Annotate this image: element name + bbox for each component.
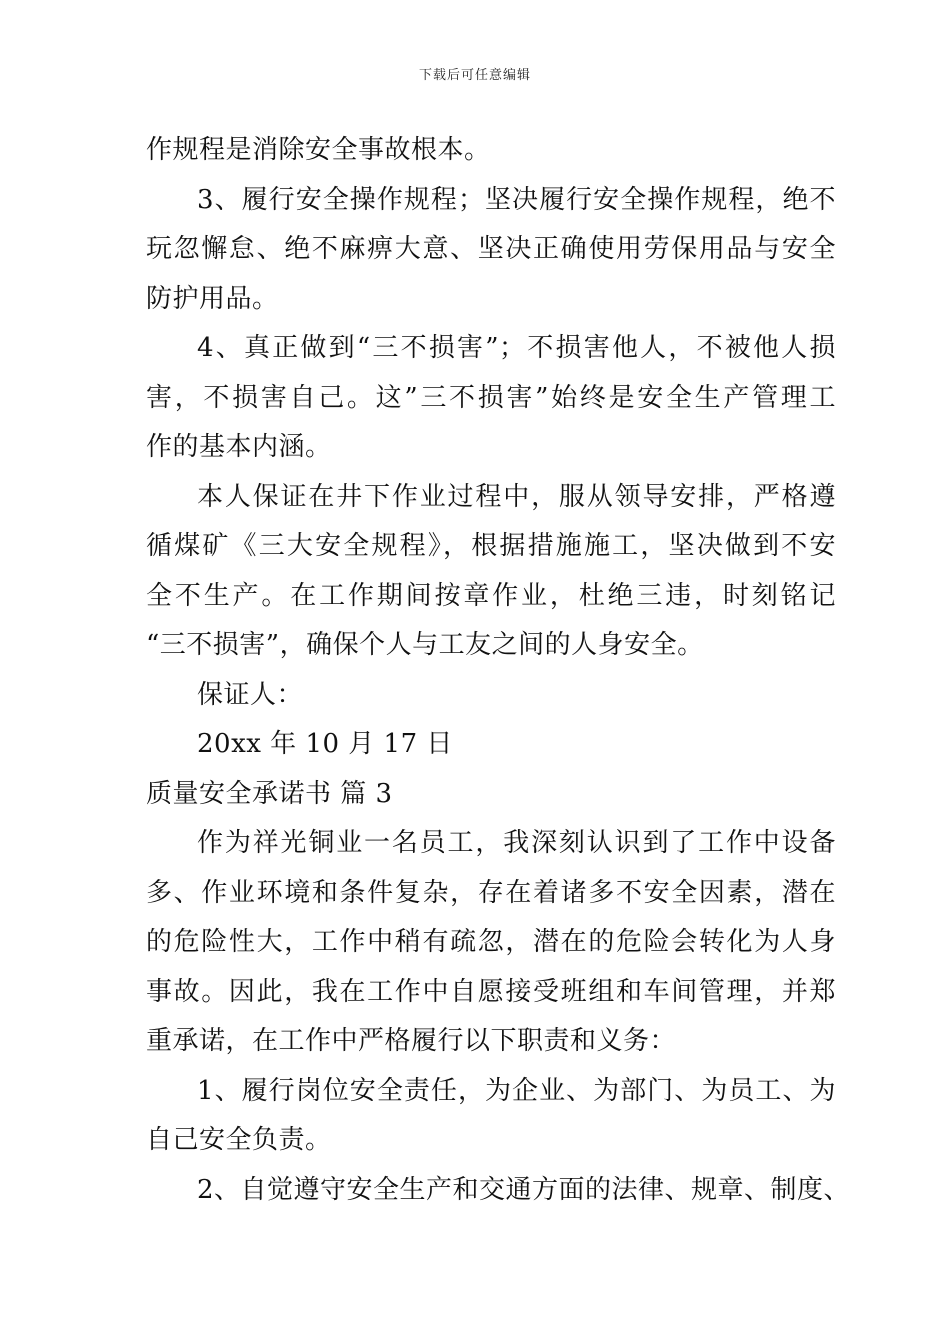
paragraph-line: 循煤矿《三大安全规程》，根据措施施工，坚决做到不安 [146, 531, 836, 561]
paragraph-line: 全不生产。在工作期间按章作业，杜绝三违，时刻铭记 [146, 580, 836, 611]
paragraph-line: 害，不损害自己。这”三不损害”始终是安全生产管理工 [146, 382, 836, 413]
paragraph-line: 2、自觉遵守安全生产和交通方面的法律、规章、制度、 [197, 1174, 851, 1205]
paragraph-line: 作为祥光铜业一名员工，我深刻认识到了工作中设备 [197, 828, 836, 858]
document-body [146, 126, 851, 1215]
section-heading: 质量安全承诺书 篇 3 [146, 778, 393, 809]
paragraph-line: 1、履行岗位安全责任，为企业、为部门、为员工、为 [197, 1075, 836, 1106]
paragraph-line: 3、履行安全操作规程；坚决履行安全操作规程，绝不 [197, 184, 836, 215]
paragraph-line: 自己安全负责。 [146, 1125, 332, 1155]
paragraph-line: 作的基本内涵。 [146, 432, 332, 462]
signature-label: 保证人： [197, 679, 304, 710]
paragraph-line: 事故。因此，我在工作中自愿接受班组和车间管理，并郑 [146, 976, 836, 1007]
paragraph-line: 4、真正做到“三不损害”；不损害他人，不被他人损 [197, 333, 836, 363]
header-note: 下载后可任意编辑 [418, 68, 531, 83]
paragraph-line: 本人保证在井下作业过程中，服从领导安排，严格遵 [197, 481, 836, 512]
paragraph-line: 作规程是消除安全事故根本。 [146, 135, 491, 165]
paragraph-line: “三不损害”，确保个人与工友之间的人身安全。 [146, 630, 704, 660]
paragraph-line: 防护用品。 [146, 283, 279, 314]
paragraph-line: 的危险性大，工作中稍有疏忽，潜在的危险会转化为人身 [146, 927, 836, 957]
paragraph-line: 玩忽懈怠、绝不麻痹大意、坚决正确使用劳保用品与安全 [146, 234, 836, 264]
paragraph-line: 多、作业环境和条件复杂，存在着诸多不安全因素，潜在 [146, 877, 836, 908]
signature-date: 20xx 年 10 月 17 日 [197, 729, 453, 759]
paragraph-line: 重承诺，在工作中严格履行以下职责和义务： [146, 1026, 677, 1056]
